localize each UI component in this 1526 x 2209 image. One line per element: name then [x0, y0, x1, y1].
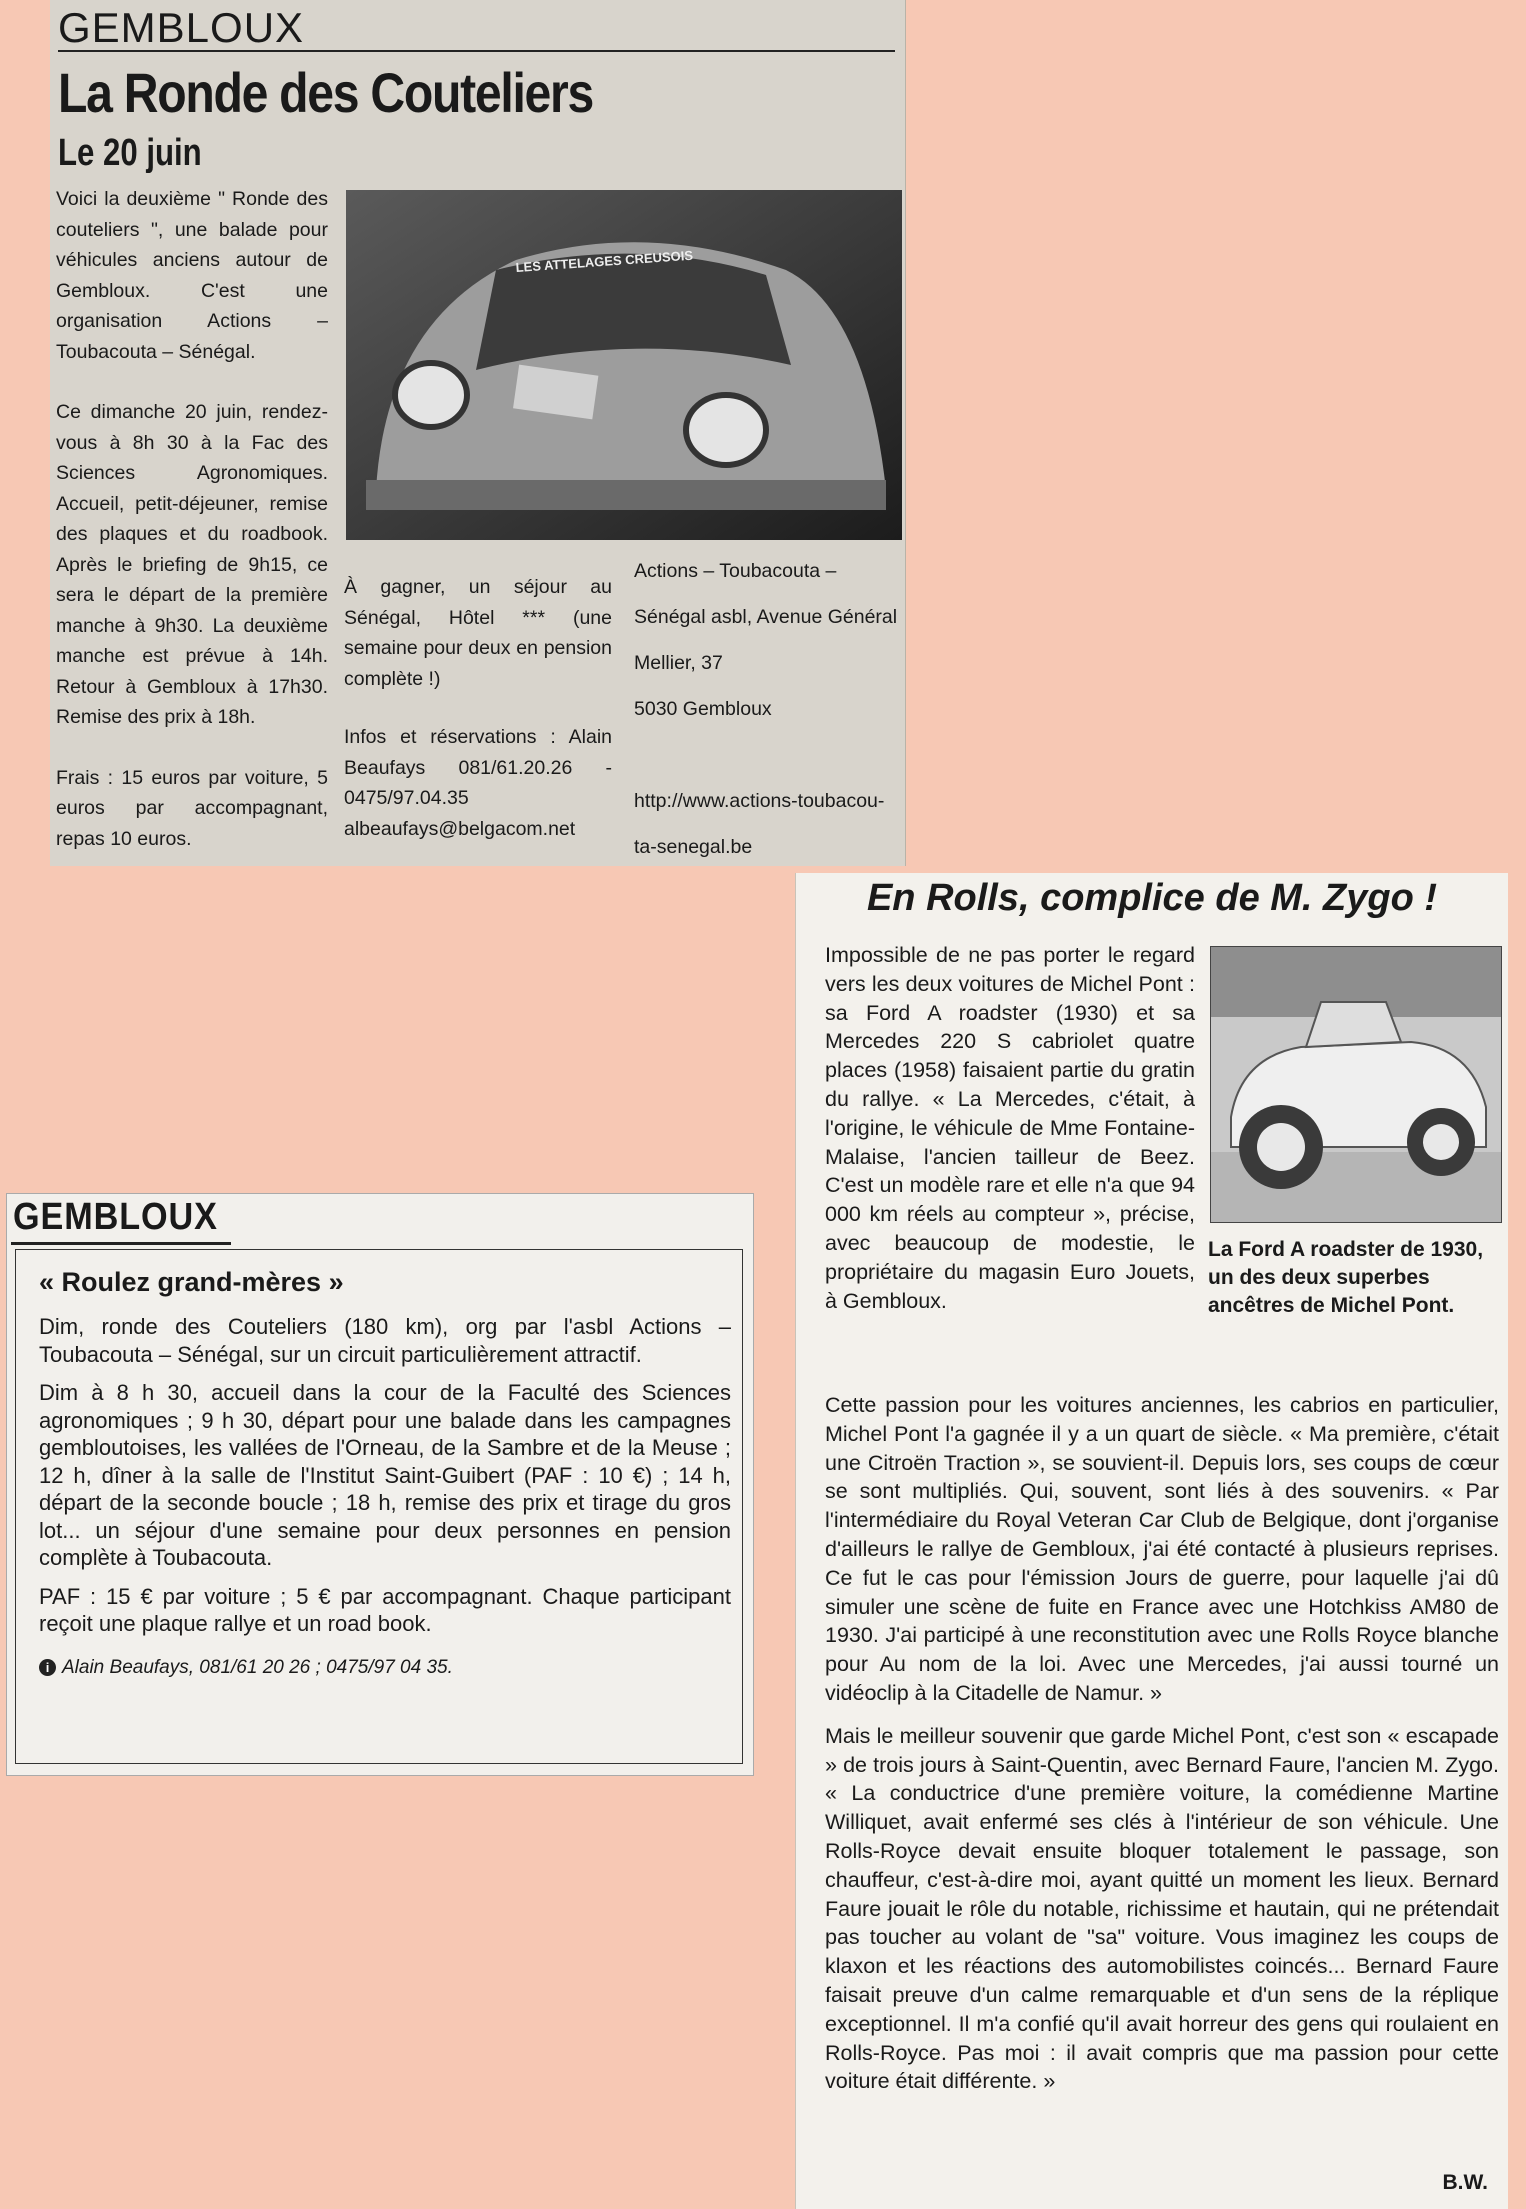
paragraph: PAF : 15 € par voiture ; 5 € par accompagnant. Chaque participant reçoit une plaque rallye et un road book. [39, 1583, 731, 1636]
region-header: GEMBLOUX [58, 4, 305, 51]
author-signature: B.W. [1442, 2171, 1488, 2194]
address-line: Mellier, 37 [634, 652, 723, 674]
race-car-illustration [346, 190, 902, 540]
article-body [825, 1391, 1499, 2110]
address-spacer [634, 732, 902, 778]
paragraph: À gagner, un séjour au Sénégal, Hôtel *** (une semaine pour deux en pension complète !) [344, 576, 612, 690]
header-rule [11, 1242, 231, 1245]
contact-text: Alain Beaufays, 081/61 20 26 ; 0475/97 04 35. [62, 1656, 453, 1678]
website-line: http://www.actions-toubacou- [634, 790, 885, 812]
windscreen-banner-text: LES ATTELAGES CREUSOIS [515, 247, 694, 275]
clipping-roulez-grand-meres [6, 1193, 754, 1776]
paragraph: Mais le meilleur souvenir que garde Michel Pont, c'est son « escapade » de trois jours à Saint-Quentin, avec Bernard Faure, l'ancien M. Zygo. « La conductrice d'une première voiture, la comédienne Martine Williquet, avait enfermé ses clés à l'intérieur de son véhicule. Une Rolls-Royce devait ensuite bloquer totalement le passage, son chauffeur, c'est-à-dire moi, ayant quitté un moment les lieux. Bernard Faure jouait le rôle du notable, richissime et hautain, qui ne prétendait pas toucher au volant de "sa" voiture. Vous imaginez les coups de klaxon et les réactions des automobilistes coincés... Bernard Faure faisait preuve d'un calme remarquable et d'un sens de la réplique exceptionnel. Il m'a confié qu'il avait horreur des gens qui roulaient en Rolls-Royce. Pas moi : il avait compris que ma passion pour cette voiture était différente. » [825, 1723, 1499, 2094]
ford-a-roadster-photo [1210, 946, 1502, 1223]
clipping-ronde-des-couteliers [50, 0, 906, 866]
roadster-illustration [1211, 947, 1501, 1222]
article-left-column [56, 184, 328, 866]
paragraph: Dim, ronde des Couteliers (180 km), org par l'asbl Actions – Toubacouta – Sénégal, sur un circuit particulièrement attractif. [39, 1314, 731, 1367]
website-line: ta-senegal.be [634, 836, 753, 858]
paragraph: Dim à 8 h 30, accueil dans la cour de la Faculté des Sciences agronomiques ; 9 h 30, départ pour une balade dans les campagnes gembloutoises, les vallées de l'Orneau, de la Sambre et de la Meuse ; 12 h, dîner à la salle de l'Institut Saint-Guibert (PAF : 10 €) ; 14 h, départ de la seconde boucle ; 18 h, remise des prix et tirage du gros lot... un séjour d'une semaine pour deux personnes en pension complète à Toubacouta. [39, 1380, 731, 1570]
intro-paragraph: Impossible de ne pas porter le regard vers les deux voitures de Michel Pont : sa Ford A roadster (1930) et sa Mercedes 220 S cabriolet quatre places (1958) faisaient partie du gratin du rallye. « La Mercedes, c'était, à l'origine, le véhicule de Mme Fontaine-Malaise, l'ancien tailleur de Beez. C'est un modèle rare et elle n'a que 94 000 km réels au compteur », précise, avec beaucoup de modestie, le propriétaire du magasin Euro Jouets, à Gembloux. [825, 943, 1195, 1313]
race-car-photo [346, 190, 902, 540]
organizer-address [634, 548, 902, 866]
address-line: 5030 Gembloux [634, 698, 772, 720]
article-body [39, 1313, 731, 1692]
address-line: Sénégal asbl, Avenue Général [634, 606, 898, 628]
article-subtitle: Le 20 juin [58, 132, 202, 174]
paragraph: Cette passion pour les voitures anciennes, les cabrios en particulier, Michel Pont l'a gagnée il y a un quart de siècle. « Ma première, c'était une Citroën Traction », se souvient-il. Depuis lors, ses coups de cœur se sont multipliés. Qui, souvent, sont liés à des souvenirs. « Par l'intermédiaire du Royal Veteran Car Club de Belgique, dont j'organise d'ailleurs le rallye de Gembloux, j'ai été contacté à plusieurs reprises. Ce fut le cas pour l'émission Jours de guerre, pour laquelle j'ai dû simuler une scène de fuite en France avec une Hotchkiss AM80 de 1930. J'ai participé à une reconstitution avec une Rolls Royce blanche pour Au nom de la loi. Avec une Mercedes, j'ai aussi tourné un vidéoclip à la Citadelle de Namur. » [825, 1393, 1499, 1705]
article-kicker: « Roulez grand-mères » [39, 1267, 344, 1297]
contact-info [39, 1654, 731, 1682]
article-middle-column [344, 572, 612, 866]
article-title: En Rolls, complice de M. Zygo ! [866, 877, 1438, 919]
article-title: La Ronde des Couteliers [58, 61, 593, 124]
region-header: GEMBLOUX [13, 1196, 218, 1238]
paragraph: Infos et réservations : Alain Beaufays 081/61.20.26 - 0475/97.04.35 albeaufays@belgacom.net [344, 726, 612, 840]
paragraph: Frais : 15 euros par voiture, 5 euros par accompagnant, repas 10 euros. [56, 766, 328, 850]
info-icon: i [39, 1659, 56, 1676]
clipping-en-rolls [795, 873, 1508, 2209]
paragraph: Ce dimanche 20 juin, rendez-vous à 8h 30 à la Fac des Sciences Agronomiques. Accueil, petit-déjeuner, remise des plaques et du roadbook. Après le briefing de 9h15, ce sera le départ de la première manche à 9h30. La deuxième manche est prévue à 14h. Retour à Gembloux à 17h30. Remise des prix à 18h. [56, 401, 328, 728]
address-line: Actions – Toubacouta – [634, 560, 837, 582]
photo-caption: La Ford A roadster de 1930, un des deux superbes ancêtres de Michel Pont. [1208, 1238, 1484, 1317]
header-rule [58, 50, 895, 52]
paragraph: Voici la deuxième " Ronde des couteliers ", une balade pour véhicules anciens autour de Gembloux. C'est une organisation Actions – Toubacouta – Sénégal. [56, 188, 328, 363]
